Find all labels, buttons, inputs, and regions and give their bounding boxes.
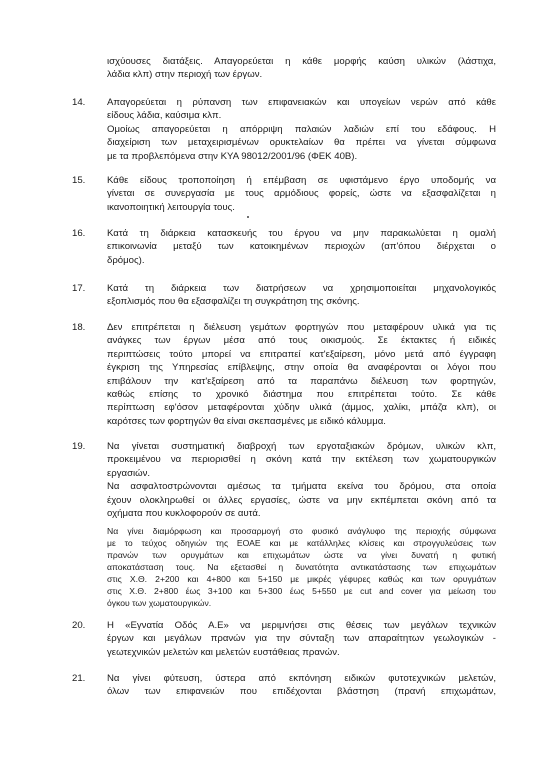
text-line: στις Χ.Θ. 2+800 έως 3+100 και 5+300 έως 5+550 με cut and cover για μείωση του <box>107 586 496 596</box>
text-line: διαχείριση των μεταχειρισμένων ορυκτελαίων θα πρέπει να γίνεται σύμφωνα <box>107 137 496 149</box>
text-line: δρόμος). <box>107 254 145 266</box>
item-number: 16. <box>72 228 86 239</box>
text-line: Η «Εγνατία Οδός Α.Ε» να μεριμνήσει στις θέσεις των μεγάλων τεχνικών <box>107 620 496 631</box>
item-15-text <box>107 174 496 214</box>
text-line: επικοινωνία μεταξύ των κατοικημένων περιοχών (απ'όπου διέρχεται ο <box>107 241 496 253</box>
text-line: στις Χ.Θ. 2+200 και 4+800 και 5+150 με μικρές γέφυρες καθώς και των ορυγμάτων <box>107 574 496 584</box>
text-line: λάδια κλπ) στην περιοχή των έργων. <box>107 69 263 81</box>
text-line: Να γίνεται συστηματική διαβροχή των εργοταξιακών δρόμων, υλικών κλπ, <box>107 441 496 452</box>
text-line: προκειμένου να περιορισθεί η σκόνη κατά την εκτέλεση των χωματουργικών <box>107 454 496 466</box>
item-18-text <box>107 321 496 428</box>
text-line: οχήματα που κυκλοφορούν σε αυτά. <box>107 508 261 520</box>
item-19-text <box>107 440 496 520</box>
text-line: Να γίνει διαμόρφωση και προσαρμογή στο φυσικό ανάγλυφο της περιοχής σύμφωνα <box>107 526 496 536</box>
stray-mark <box>247 216 249 218</box>
text-line: Να γίνει φύτευση, ύστερα από εκπόνηση ειδικών φυτοτεχνικών μελετών, <box>107 673 496 684</box>
text-line: περίπτωση εφ'όσον μεταφέρονται χύδην υλικά (άμμος, χαλίκι, μπάζα κλπ), οι <box>107 402 496 414</box>
text-line: Ομοίως απαγορεύεται η απόρριψη παλαιών λαδιών επί του εδάφους. Η <box>107 123 496 135</box>
text-line: επιβάλουν την κατ'εξαίρεση από τα παραπάνω διέλευση των φορτηγών, <box>107 375 496 387</box>
item-number: 19. <box>72 441 86 452</box>
text-line: ανάγκες των έργων μέσα από τους οικισμούς. Σε έκτακτες ή ειδικές <box>107 335 496 347</box>
text-line: έγκριση της Υπηρεσίας επίβλεψης, στην οποία θα αναφέρονται οι λόγοι που <box>107 362 496 374</box>
item-14-text <box>107 96 496 163</box>
text-line: Να ασφαλτοστρώνονται αμέσως τα τμήματα εκείνα του δρόμου, στα οποία <box>107 481 496 493</box>
item-number: 20. <box>72 620 86 631</box>
text-line: καθώς επίσης το χρονικό διάστημα που επιτρέπεται τούτο. Σε κάθε <box>107 389 496 401</box>
item-number: 15. <box>72 175 86 186</box>
text-line: ισχύουσες διατάξεις. Απαγορεύεται η κάθε μορφής καύση υλικών (λάστιχα, <box>107 56 496 67</box>
text-line: αποκατάσταση τους. Να εξετασθεί η δυνατότητα αντικατάστασης των επιχωμάτων <box>107 562 496 572</box>
text-line: Δεν επιτρέπεται η διέλευση γεμάτων φορτηγών που μεταφέρουν υλικά για τις <box>107 322 496 333</box>
text-line: είδους λάδια, καύσιμα κλπ. <box>107 110 222 122</box>
item-20-text <box>107 619 496 659</box>
text-line: με τα προβλεπόμενα στην ΚΥΑ 98012/2001/96 (ΦΕΚ 40Β). <box>107 150 358 162</box>
text-line: ικανοποιητική λειτουργία τους. <box>107 201 235 213</box>
text-line: Κατά τη διάρκεια κατασκευής του έργου να μην παρακωλύεται η ομαλή <box>107 228 496 239</box>
text-line: γεωτεχνικών μελετών και μελετών ευστάθειας πρανών. <box>107 646 340 658</box>
item-number: 21. <box>72 673 86 684</box>
text-line: Κατά τη διάρκεια των διατρήσεων να χρησιμοποιείται μηχανολογικός <box>107 283 496 294</box>
text-line: έχουν ολοκληρωθεί οι άλλες εργασίες, ώστε να μην εκπέμπεται σκόνη από τα <box>107 494 496 506</box>
text-line: έργων και μεγάλων πρανών για την σύνταξη των απαραίτητων γεωλογικών - <box>107 633 496 645</box>
text-line: γίνεται σε συνεργασία με τους αρμόδιους φορείς, ώστε να εξασφαλίζεται η <box>107 188 496 200</box>
text-line: Απαγορεύεται η ρύπανση των επιφανειακών και υπογείων νερών από κάθε <box>107 97 496 108</box>
text-line: πρανών των ορυγμάτων και επιχωμάτων ώστε να γίνει δυνατή η φυτική <box>107 550 496 560</box>
text-line: εργασιών. <box>107 467 151 479</box>
text-line: όγκου των χωματουργικών. <box>107 598 212 608</box>
text-line: περιπτώσεις τούτο μπορεί να επιτραπεί κατ'εξαίρεση, μόνο μετά από έγγραφη <box>107 348 496 360</box>
text-line: όλων των επιφανειών που επιδέχονται βλάστηση (πρανή επιχωμάτων, <box>107 686 496 698</box>
item-19-note <box>107 525 496 609</box>
item-number: 18. <box>72 322 86 333</box>
item-16-text <box>107 227 496 267</box>
item-number: 14. <box>72 97 86 108</box>
text-line: εξοπλισμός που θα εξασφαλίζει τη συγκράτηση της σκόνης. <box>107 296 360 308</box>
item-21-text <box>107 672 496 699</box>
text-line: Κάθε είδους τροποποίηση ή επέμβαση σε υφιστάμενο έργο υποδομής να <box>107 175 496 186</box>
intro-paragraph <box>107 55 496 82</box>
text-line: καρότσες των φορτηγών θα είναι σκεπασμένες με ειδικό κάλυμμα. <box>107 415 386 427</box>
text-line: με το τεύχος οδηγιών της ΕΟΑΕ και με κατάλληλες κλίσεις και στρογγυλεύσεις των <box>107 538 496 548</box>
item-17-text <box>107 282 496 309</box>
item-number: 17. <box>72 283 86 294</box>
